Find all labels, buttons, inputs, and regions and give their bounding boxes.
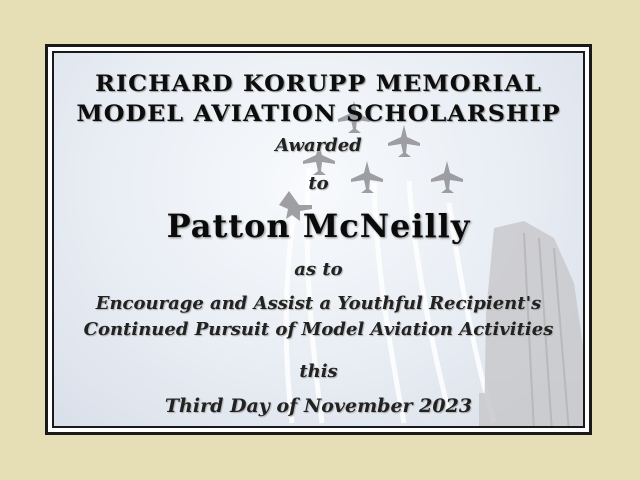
award-date: Third Day of November 2023 [164,395,473,417]
certificate-title-line2: MODEL AVIATION SCHOLARSHIP [76,101,561,127]
to-label: to [308,173,329,194]
certificate-panel [52,51,585,428]
certificate-mat [48,47,589,432]
certificate-frame [45,44,592,435]
as-to-label: as to [294,259,343,280]
purpose-line1: Encourage and Assist a Youthful Recipient's [95,293,542,314]
purpose-line2: Continued Pursuit of Model Aviation Activities [83,319,554,340]
certificate-title-line1: RICHARD KORUPP MEMORIAL [95,71,542,97]
this-label: this [299,361,338,382]
awarded-label: Awarded [275,135,362,156]
recipient-name: Patton McNeilly [166,207,471,245]
